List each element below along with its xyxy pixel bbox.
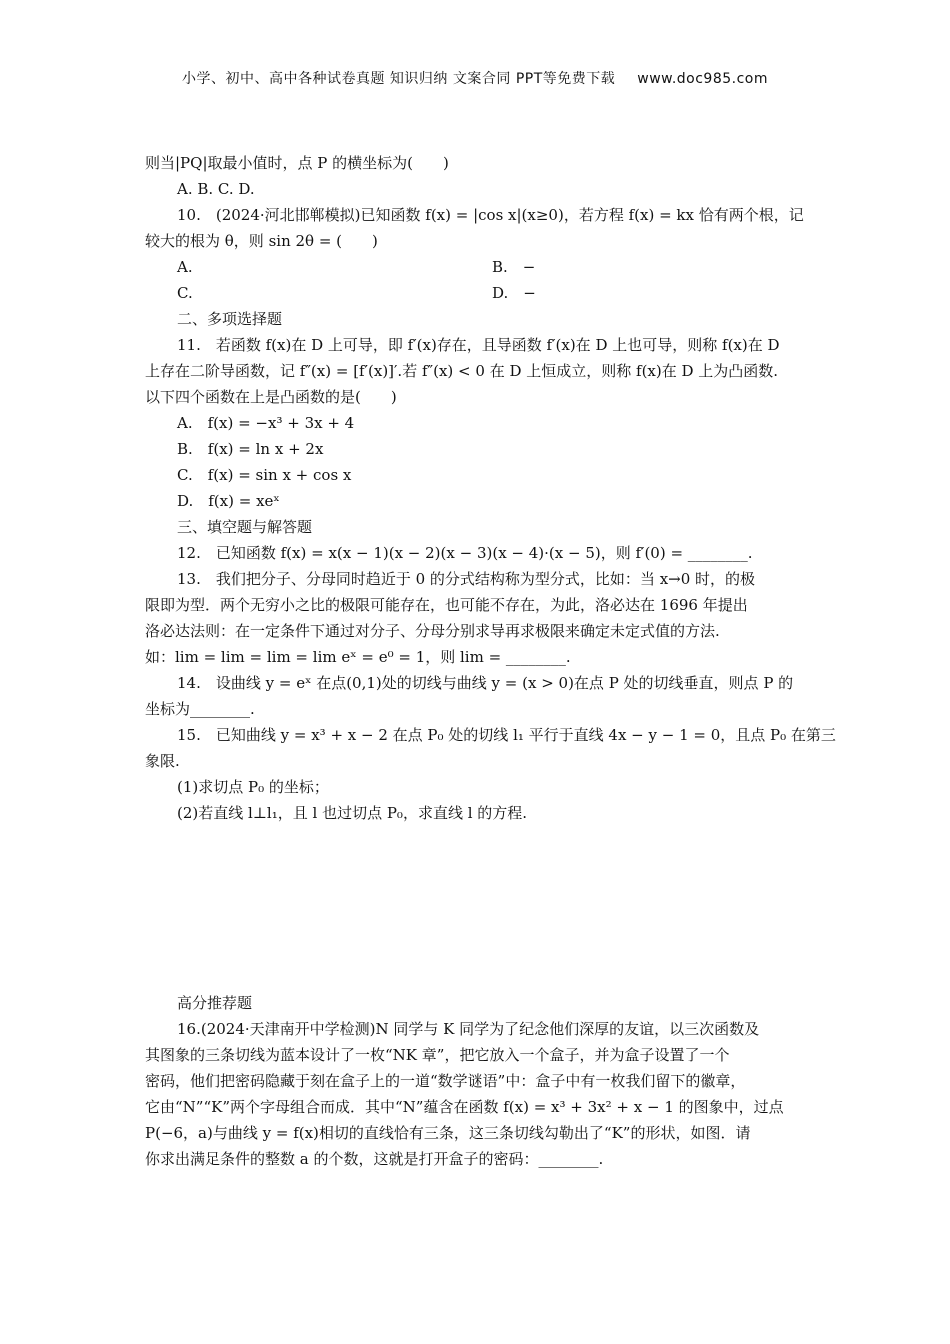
q10-option-c: C. (177, 284, 193, 302)
q13-line-2: 限即为型．两个无穷小之比的极限可能存在，也可能不存在，为此，洛必达在 1696 年提出 (145, 596, 748, 614)
q16-line-2: 其图象的三条切线为蓝本设计了一枚“NK 章”，把它放入一个盒子，并为盒子设置了一个 (145, 1046, 730, 1064)
q13-line-1: 13. 我们把分子、分母同时趋近于 0 的分式结构称为型分式，比如：当 x→0 时，的极 (177, 570, 756, 588)
question-10 (145, 202, 807, 306)
question-13 (145, 566, 807, 670)
q15-line-2: 象限. (145, 752, 180, 770)
q13-line-3: 洛必达法则：在一定条件下通过对分子、分母分别求导再求极限来确定未定式值的方法. (145, 622, 720, 640)
section-heading-multiple-choice: 二、多项选择题 (177, 310, 283, 328)
q16-line-4: 它由“N”“K”两个字母组合而成．其中“N”蕴含在函数 f(x) = x³ + 3x² + x − 1 的图象中，过点 (145, 1098, 784, 1116)
question-15 (145, 722, 836, 826)
q16-line-5: P(−6，a)与曲线 y = f(x)相切的直线恰有三条，这三条切线勾勒出了“K”的形状，如图．请 (145, 1124, 751, 1142)
q11-option-c: C. f(x) = sin x + cos x (177, 466, 352, 484)
q9-options: A. B. C. D. (177, 180, 255, 198)
q10-options-row-1 (145, 254, 807, 280)
answer-space (145, 826, 807, 990)
q15-part-2: (2)若直线 l⊥l₁，且 l 也过切点 P₀，求直线 l 的方程. (177, 804, 528, 822)
q10-line-1: 10. (2024·河北邯郸模拟)已知函数 f(x) = |cos x|(x≥0)，若方程 f(x) = kx 恰有两个根，记 (177, 206, 804, 224)
section-heading-fill-in: 三、填空题与解答题 (177, 518, 313, 536)
question-11 (145, 332, 807, 514)
q9-line-1: 则当|PQ|取最小值时，点 P 的横坐标为( ) (145, 154, 449, 172)
header-site-link[interactable]: www.doc985.com (637, 71, 769, 87)
question-16 (145, 1016, 807, 1172)
q14-line-1: 14. 设曲线 y = eˣ 在点(0,1)处的切线与曲线 y = (x > 0)在点 P 处的切线垂直，则点 P 的 (177, 674, 794, 692)
document-body (145, 150, 836, 1172)
q11-line-3: 以下四个函数在上是凸函数的是( ) (145, 388, 397, 406)
q11-option-d: D. f(x) = xeˣ (177, 492, 280, 510)
q15-part-1: (1)求切点 P₀ 的坐标； (177, 778, 329, 796)
q10-option-b: B. − (492, 258, 536, 276)
question-9-tail (145, 150, 807, 202)
q11-line-1: 11. 若函数 f(x)在 D 上可导，即 f′(x)存在，且导函数 f′(x)在 D 上也可导，则称 f(x)在 D (177, 336, 780, 354)
q10-options-row-2 (145, 280, 807, 306)
q13-line-4: 如：lim = lim = lim = lim eˣ = e⁰ = 1，则 lim = ________. (145, 648, 571, 666)
page-header (0, 68, 950, 88)
q10-option-d: D. − (492, 284, 536, 302)
header-text: 小学、初中、高中各种试卷真题 知识归纳 文案合同 PPT等免费下载 (181, 71, 616, 87)
question-14 (145, 670, 807, 722)
question-12: 12. 已知函数 f(x) = x(x − 1)(x − 2)(x − 3)(x − 4)·(x − 5)，则 f′(0) = ________. (177, 544, 753, 562)
q16-line-3: 密码，他们把密码隐藏于刻在盒子上的一道“数学谜语”中：盒子中有一枚我们留下的徽章， (145, 1072, 746, 1090)
q11-option-a: A. f(x) = −x³ + 3x + 4 (177, 414, 355, 432)
q16-line-1: 16.(2024·天津南开中学检测)N 同学与 K 同学为了纪念他们深厚的友谊，以三次函数及 (177, 1020, 760, 1038)
q11-line-2: 上存在二阶导函数，记 f″(x) = [f′(x)]′.若 f″(x) < 0 在 D 上恒成立，则称 f(x)在 D 上为凸函数. (145, 362, 779, 380)
q14-line-2: 坐标为________. (145, 700, 255, 718)
q10-line-2: 较大的根为 θ，则 sin 2θ = ( ) (145, 232, 378, 250)
q16-line-6: 你求出满足条件的整数 a 的个数，这就是打开盒子的密码：________. (145, 1150, 604, 1168)
q10-option-a: A. (177, 258, 193, 276)
section-heading-recommended: 高分推荐题 (177, 994, 253, 1012)
q15-line-1: 15. 已知曲线 y = x³ + x − 2 在点 P₀ 处的切线 l₁ 平行于直线 4x − y − 1 = 0，且点 P₀ 在第三 (177, 726, 836, 744)
q11-option-b: B. f(x) = ln x + 2x (177, 440, 324, 458)
